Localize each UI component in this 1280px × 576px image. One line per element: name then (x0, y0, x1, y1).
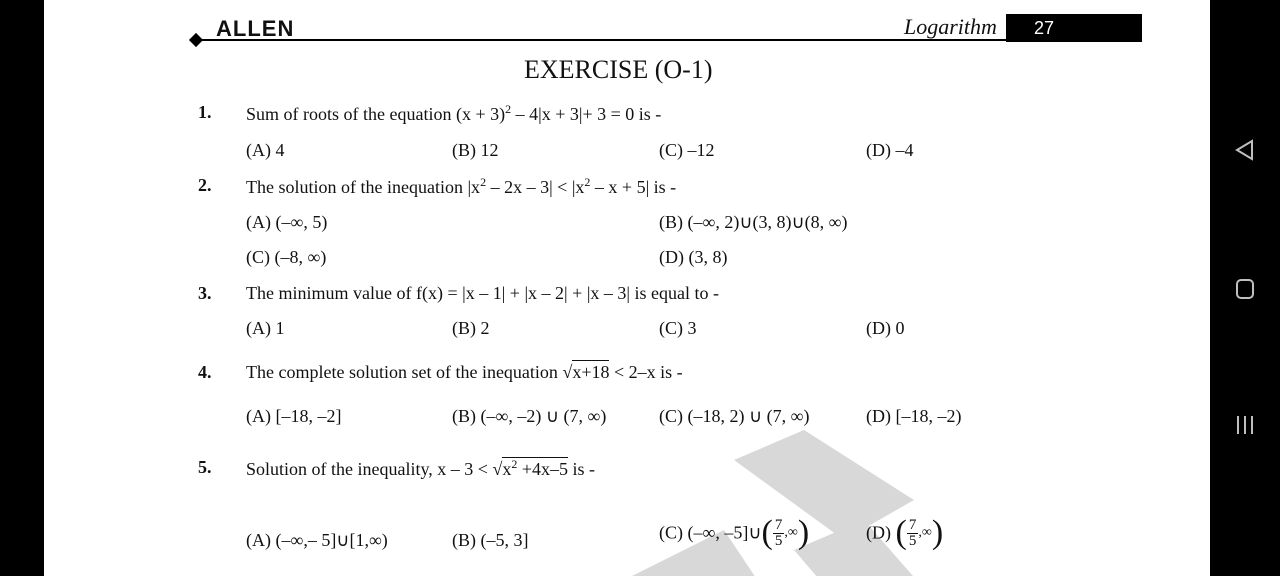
option-b: (B) (–∞, 2)∪(3, 8)∪(8, ∞) (659, 212, 848, 232)
question-text: The solution of the inequation $|x^2 - 2x - 3| < |x^2 - x + 5|$ is - (246, 175, 677, 197)
recent-apps-icon[interactable] (1234, 414, 1256, 436)
option-d: (D) ( $\frac{7}{5}$ ,∞) (866, 514, 944, 551)
option-c: (C) (–8, ∞) (246, 247, 327, 267)
question-number: 5. (198, 457, 212, 477)
option-a: (A) 4 (246, 140, 285, 160)
sqrt-sign: √ (492, 459, 503, 479)
question-number: 2. (198, 175, 212, 195)
question-number: 4. (198, 362, 212, 382)
page-number: 27 (1006, 14, 1142, 42)
option-a: (A) [–18, –2] (246, 406, 342, 426)
header-rule (196, 39, 1006, 41)
question-number: 3. (198, 283, 212, 303)
option-a: (A) (–∞,– 5]∪[1,∞) (246, 530, 388, 550)
worksheet-page (44, 0, 1210, 576)
option-d: (D) [–18, –2) (866, 406, 962, 426)
chapter-topic: Logarithm (904, 14, 997, 39)
question-text: Solution of the inequality, $x - 3 < √x^2 +4x-5$ is - (246, 457, 596, 479)
option-c: (C) (–∞, –5]∪( $\frac{7}{5}$ ,∞) (659, 514, 810, 551)
option-b: (B) 2 (452, 318, 490, 338)
brand-logo: ALLEN (216, 16, 295, 41)
question-text: The minimum value of f(x) = |x – 1| + |x – 2| + |x – 3| is equal to - (246, 283, 720, 303)
home-icon[interactable] (1234, 278, 1256, 300)
exercise-title: EXERCISE (O-1) (524, 55, 713, 84)
back-icon[interactable] (1234, 139, 1256, 161)
option-b: (B) (–5, 3] (452, 530, 529, 550)
option-d: (D) –4 (866, 140, 914, 160)
watermark-logo (604, 420, 964, 576)
option-d: (D) 0 (866, 318, 905, 338)
option-c: (C) (–18, 2) ∪ (7, ∞) (659, 406, 810, 426)
sqrt-sign: √ (562, 362, 573, 382)
option-b: (B) (–∞, –2) ∪ (7, ∞) (452, 406, 607, 426)
option-c: (C) 3 (659, 318, 697, 338)
question-text: The complete solution set of the inequation √x+18 < 2–x is - (246, 362, 683, 382)
option-a: (A) 1 (246, 318, 285, 338)
option-d: (D) (3, 8) (659, 247, 728, 267)
question-number: 1. (198, 102, 212, 122)
option-c: (C) –12 (659, 140, 715, 160)
option-a: (A) (–∞, 5) (246, 212, 328, 232)
question-text: Sum of roots of the equation $(x + 3)^2 - 4|x + 3|+ 3 = 0$ is - (246, 102, 662, 124)
option-b: (B) 12 (452, 140, 499, 160)
